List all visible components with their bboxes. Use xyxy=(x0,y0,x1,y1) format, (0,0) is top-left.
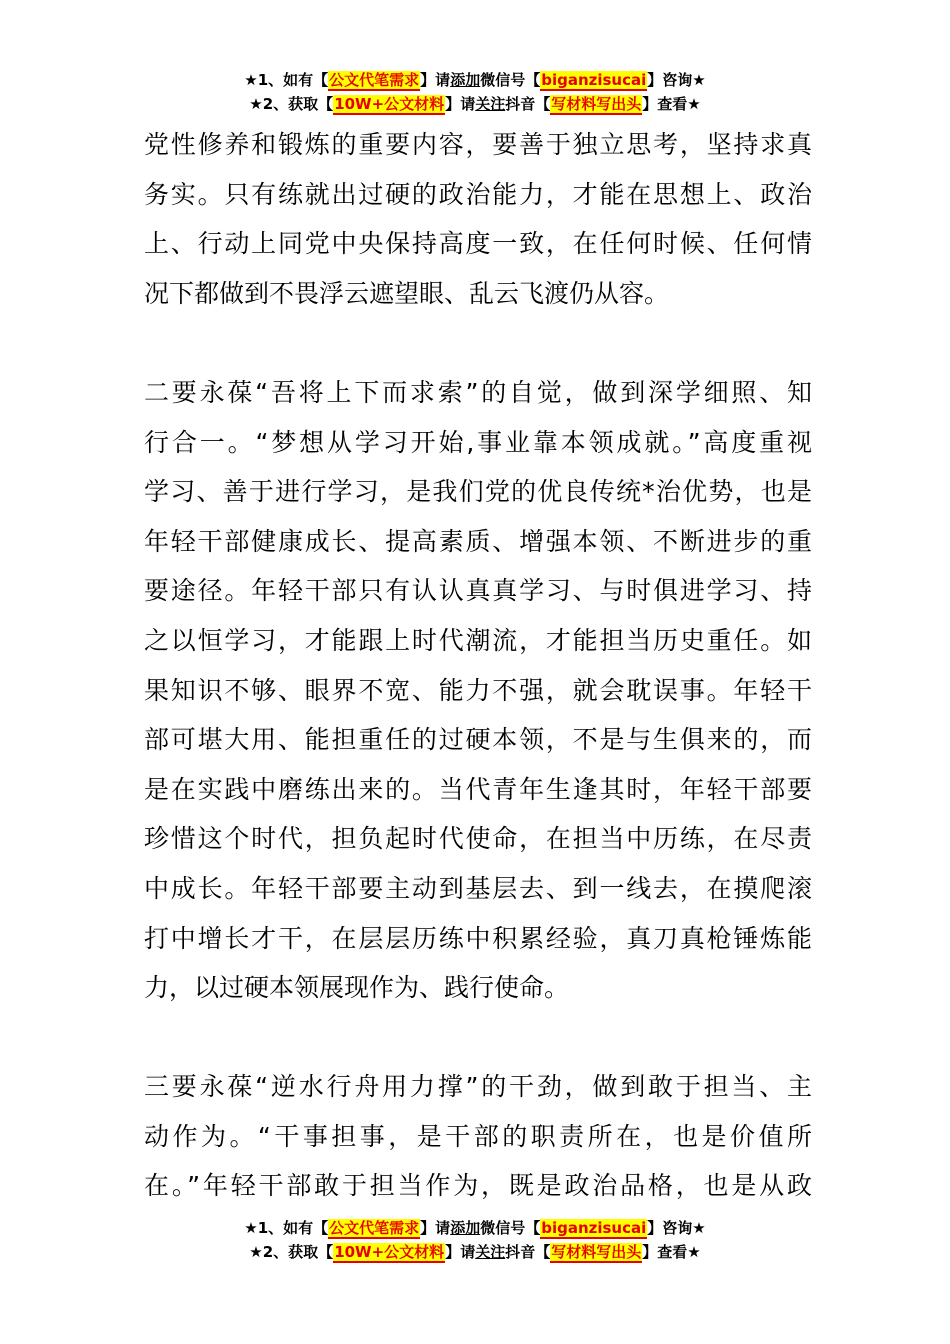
banner-text: 】请 xyxy=(445,1243,476,1261)
paragraph-gap xyxy=(144,318,812,368)
banner-underline: 关注 xyxy=(475,1243,506,1261)
banner-underline: 关注 xyxy=(475,95,506,113)
text-line: 之以恒学习，才能跟上时代潮流，才能担当历史重任。如 xyxy=(144,625,812,655)
text-line: 力，以过硬本领展现作为、践行使命。 xyxy=(144,973,570,1003)
banner-text: 】查看★ xyxy=(642,1243,701,1261)
banner-text: ★1、如有【 xyxy=(244,71,329,89)
header-banner xyxy=(0,68,950,116)
banner-text: 】咨询★ xyxy=(647,71,706,89)
banner-underline: 添加 xyxy=(450,1219,481,1237)
text-line: 打中增长才干，在层层历练中积累经验，真刀真枪锤炼能 xyxy=(144,923,812,953)
document-body xyxy=(144,120,812,1211)
text-line: 部可堪大用、能担重任的过硬本领，不是与生俱来的，而 xyxy=(144,725,812,755)
banner-text: 微信号【 xyxy=(480,71,541,89)
text-line: 三要永葆“逆水行舟用力撑”的干劲，做到敢于担当、主 xyxy=(144,1072,812,1102)
banner-highlight: biganzisucai xyxy=(541,1219,647,1237)
text-line: 学习、善于进行学习，是我们党的优良传统*治优势，也是 xyxy=(144,477,812,507)
banner-highlight: 公文代笔需求 xyxy=(329,1219,420,1237)
banner-text: 抖音【 xyxy=(505,95,551,113)
paragraph xyxy=(144,1062,812,1211)
banner-line-2 xyxy=(0,92,950,116)
footer-banner xyxy=(0,1216,950,1264)
banner-text: 】请 xyxy=(445,95,476,113)
banner-text: 】咨询★ xyxy=(647,1219,706,1237)
text-line: 二要永葆“吾将上下而求索”的自觉，做到深学细照、知 xyxy=(144,377,812,407)
paragraph xyxy=(144,368,812,1013)
text-line: 中成长。年轻干部要主动到基层去、到一线去，在摸爬滚 xyxy=(144,873,812,903)
banner-text: ★2、获取【 xyxy=(249,1243,334,1261)
banner-text: 】请 xyxy=(420,1219,451,1237)
text-line: 务实。只有练就出过硬的政治能力，才能在思想上、政治 xyxy=(144,179,812,209)
banner-highlight: biganzisucai xyxy=(541,71,647,89)
text-line: 动作为。“干事担事，是干部的职责所在，也是价值所 xyxy=(144,1121,812,1151)
banner-underline: 添加 xyxy=(450,71,481,89)
text-line: 果知识不够、眼界不宽、能力不强，就会耽误事。年轻干 xyxy=(144,675,812,705)
text-line: 况下都做到不畏浮云遮望眼、乱云飞渡仍从容。 xyxy=(144,278,670,308)
text-line: 在。”年轻干部敢于担当作为，既是政治品格，也是从政 xyxy=(144,1171,812,1201)
banner-text: 】请 xyxy=(420,71,451,89)
banner-highlight: 10W+公文材料 xyxy=(334,1243,445,1261)
banner-highlight: 写材料写出头 xyxy=(551,1243,642,1261)
text-line: 年轻干部健康成长、提高素质、增强本领、不断进步的重 xyxy=(144,526,812,556)
paragraph xyxy=(144,120,812,318)
text-line: 珍惜这个时代，担负起时代使命，在担当中历练，在尽责 xyxy=(144,824,812,854)
banner-text: 】查看★ xyxy=(642,95,701,113)
banner-text: ★1、如有【 xyxy=(244,1219,329,1237)
text-line: 要途径。年轻干部只有认认真真学习、与时俱进学习、持 xyxy=(144,576,812,606)
banner-highlight: 公文代笔需求 xyxy=(329,71,420,89)
paragraph-gap xyxy=(144,1013,812,1063)
banner-line-2 xyxy=(0,1240,950,1264)
banner-highlight: 写材料写出头 xyxy=(551,95,642,113)
text-line: 是在实践中磨练出来的。当代青年生逢其时，年轻干部要 xyxy=(144,774,812,804)
banner-line-1 xyxy=(0,1216,950,1240)
banner-text: 微信号【 xyxy=(480,1219,541,1237)
banner-text: 抖音【 xyxy=(505,1243,551,1261)
banner-text: ★2、获取【 xyxy=(249,95,334,113)
banner-highlight: 10W+公文材料 xyxy=(334,95,445,113)
text-line: 行合一。“梦想从学习开始,事业靠本领成就。”高度重视 xyxy=(144,427,812,457)
text-line: 党性修养和锻炼的重要内容，要善于独立思考，坚持求真 xyxy=(144,130,812,159)
text-line: 上、行动上同党中央保持高度一致，在任何时候、任何情 xyxy=(144,229,812,259)
banner-line-1 xyxy=(0,68,950,92)
